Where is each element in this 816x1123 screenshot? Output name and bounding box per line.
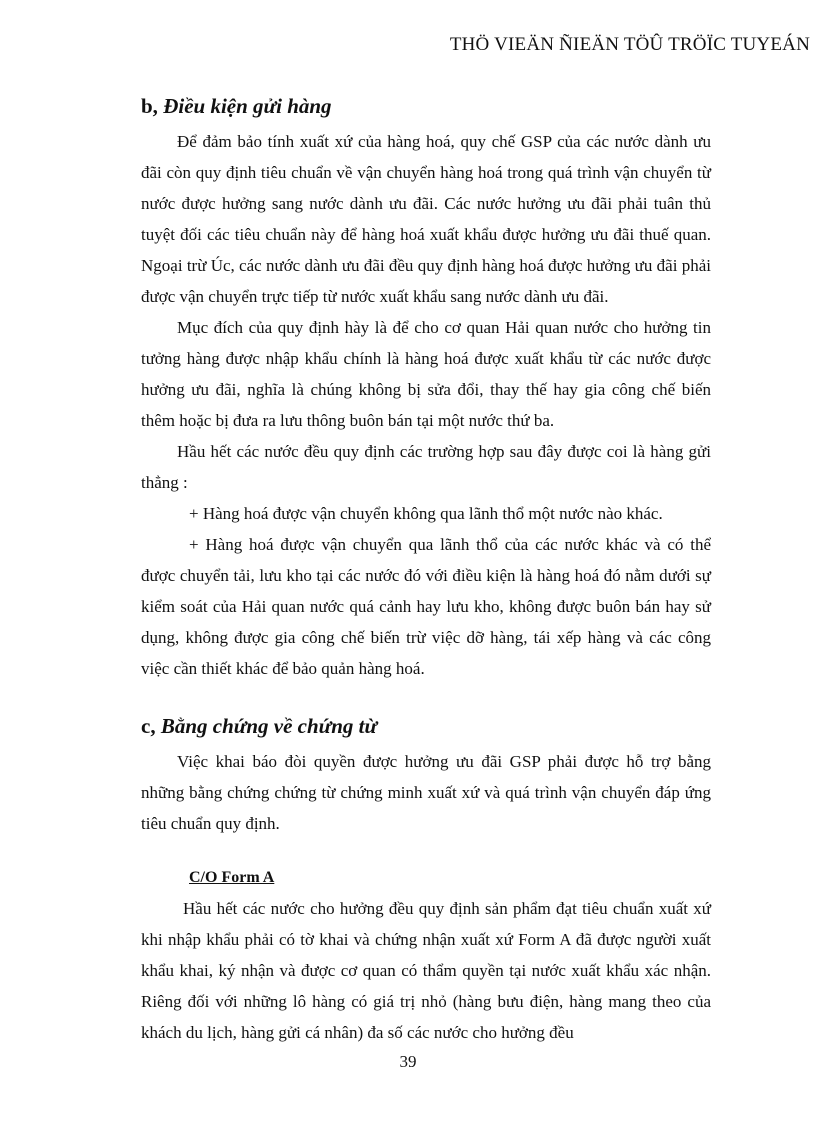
- section-b-title: Điều kiện gửi hàng: [163, 94, 332, 118]
- section-c-heading: [141, 706, 711, 746]
- section-c-prefix: c,: [141, 714, 156, 738]
- section-b-bullet-1: + Hàng hoá được vận chuyển không qua lãnh thổ một nước nào khác.: [189, 504, 663, 523]
- co-form-a-paragraph: Hầu hết các nước cho hưởng đều quy định sản phẩm đạt tiêu chuẩn xuất xứ khi nhập khẩu phải có tờ khai và chứng nhận xuất xứ Form A đã được người xuất khẩu khai, ký nhận và được cơ quan có thẩm quyền tại nước xuất khẩu xác nhận. Riêng đối với những lô hàng có giá trị nhỏ (hàng bưu điện, hàng mang theo của khách du lịch, hàng gửi cá nhân) đa số các nước cho hưởng đều: [141, 899, 711, 1042]
- section-b-heading: [141, 86, 711, 126]
- section-c-title: Bằng chứng về chứng từ: [160, 714, 378, 738]
- document-body: [141, 86, 711, 1048]
- co-form-a-heading: C/O Form A: [189, 869, 275, 886]
- section-b-paragraph-1: Để đảm bảo tính xuất xứ của hàng hoá, quy chế GSP của các nước dành ưu đãi còn quy định tiêu chuẩn về vận chuyển hàng hoá trong quá trình vận chuyển từ nước được hưởng sang nước dành ưu đãi. Các nước hưởng ưu đãi phải tuân thủ tuyệt đối các tiêu chuẩn này để hàng hoá xuất khẩu được hưởng ưu đãi thuế quan. Ngoại trừ Úc, các nước dành ưu đãi đều quy định hàng hoá được hưởng ưu đãi phải được vận chuyển trực tiếp từ nước xuất khẩu sang nước dành ưu đãi.: [141, 132, 711, 306]
- section-c-paragraph: Việc khai báo đòi quyền được hưởng ưu đãi GSP phải được hỗ trợ bằng những bằng chứng chứng từ chứng minh xuất xứ và quá trình vận chuyển đáp ứng tiêu chuẩn quy định.: [141, 752, 711, 833]
- running-header: THÖ VIEÄN ÑIEÄN TÖÛ TRÖÏC TUYEÁN: [449, 34, 810, 55]
- section-b-paragraph-2: Mục đích của quy định hày là để cho cơ quan Hải quan nước cho hưởng tin tưởng hàng được nhập khẩu chính là hàng hoá được xuất khẩu từ các nước được hưởng ưu đãi, nghĩa là chúng không bị sửa đổi, thay thế hay gia công chế biến thêm hoặc bị đưa ra lưu thông buôn bán tại một nước thứ ba.: [141, 318, 711, 430]
- section-b-prefix: b,: [141, 94, 158, 118]
- section-b-paragraph-3: Hầu hết các nước đều quy định các trường hợp sau đây được coi là hàng gửi thẳng :: [141, 442, 711, 492]
- section-spacer: [141, 839, 711, 863]
- section-spacer: [141, 684, 711, 706]
- page-number: 39: [399, 1052, 417, 1071]
- section-b-bullet-2: + Hàng hoá được vận chuyển qua lãnh thổ của các nước khác và có thể được chuyển tải, lưu kho tại các nước đó với điều kiện là hàng hoá đó nằm dưới sự kiểm soát của Hải quan nước quá cảnh hay lưu kho, không được buôn bán hay sử dụng, không được gia công chế biến trừ việc dỡ hàng, tái xếp hàng và các công việc cần thiết khác để bảo quản hàng hoá.: [141, 535, 711, 678]
